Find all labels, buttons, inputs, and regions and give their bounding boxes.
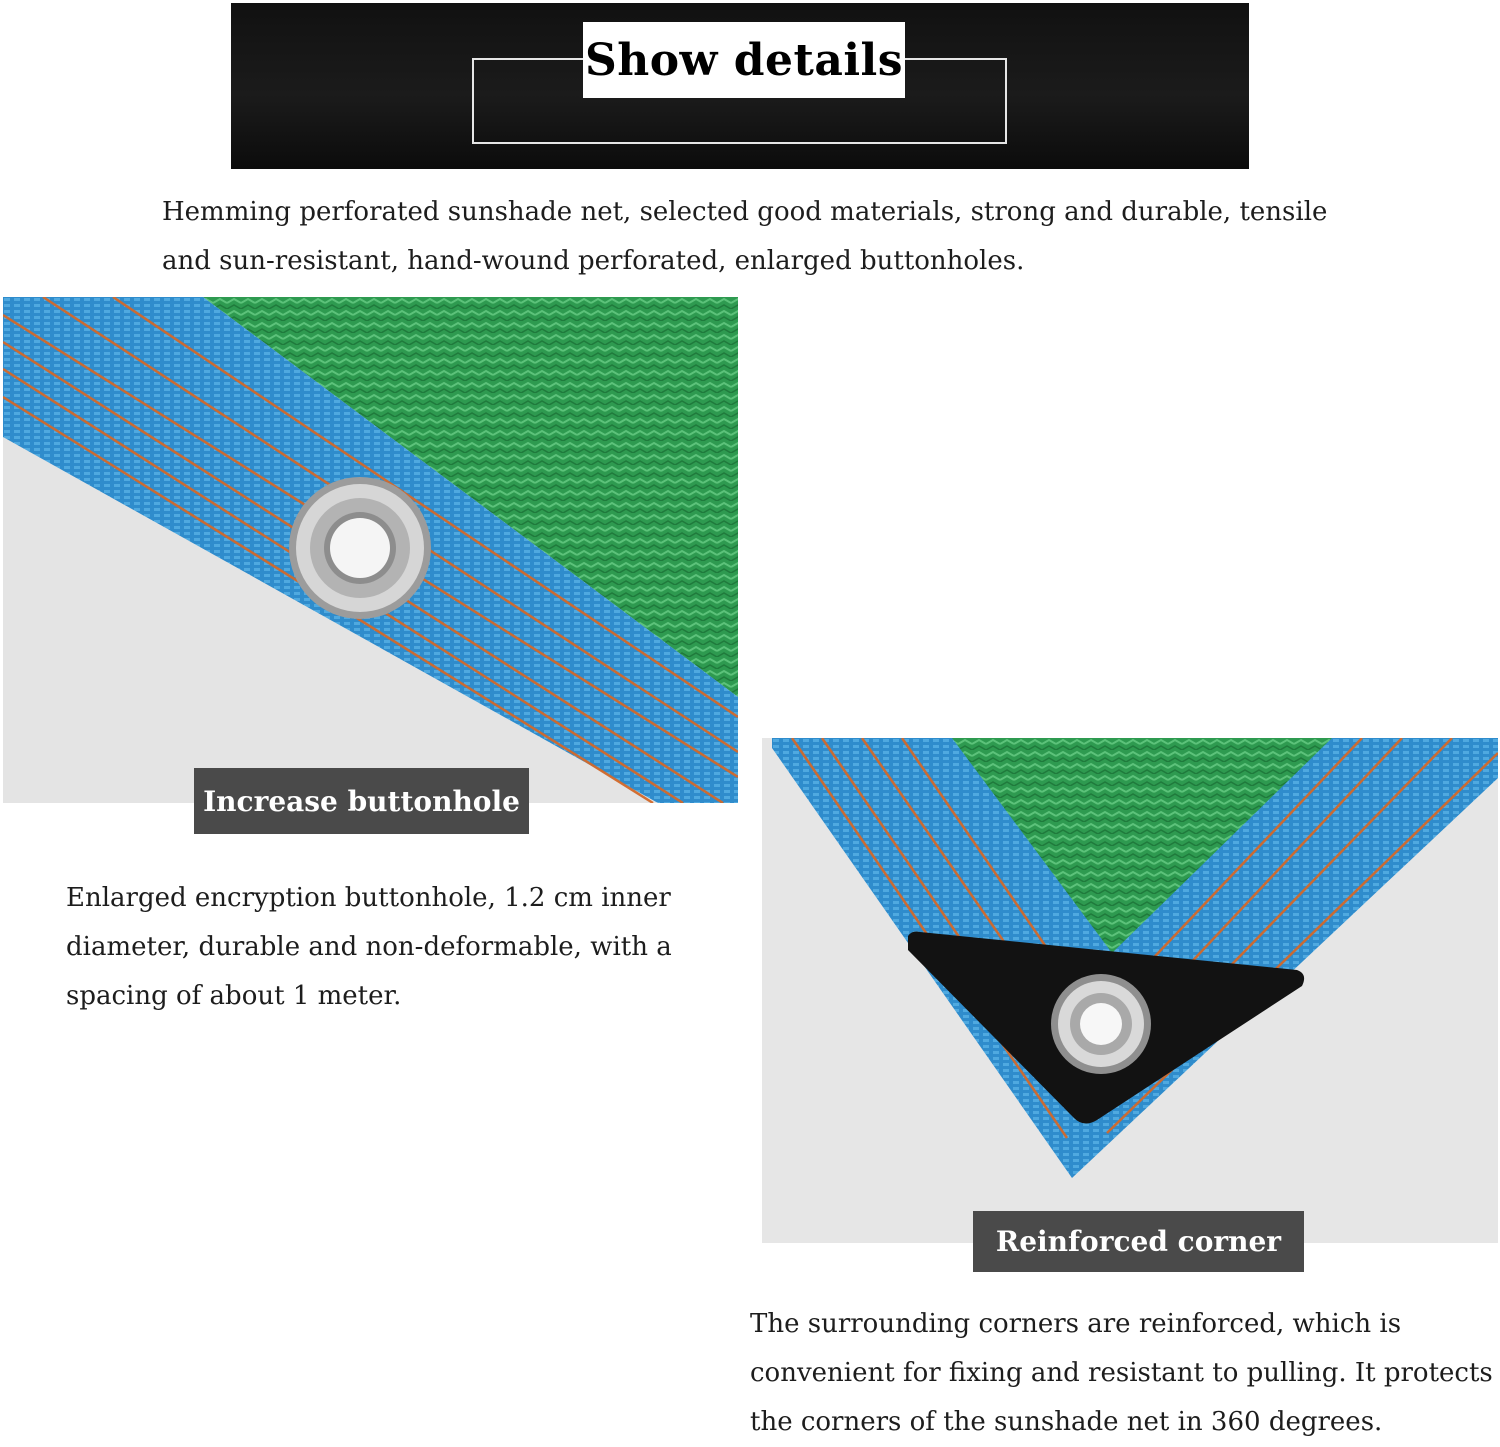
corner-description: The surrounding corners are reinforced, which is convenient for fixing and resistant to pulling. It protects the corners of the sunshade net in 360 degrees. — [750, 1309, 1493, 1437]
buttonhole-description: Enlarged encryption buttonhole, 1.2 cm inner diameter, durable and non-deformable, with a spacing of about 1 meter. — [66, 883, 672, 1011]
reinforced-corner-photo — [762, 738, 1498, 1243]
banner-title: Show details — [584, 34, 904, 86]
reinforced-corner-label: Reinforced corner — [973, 1211, 1304, 1272]
buttonhole-photo — [3, 297, 738, 803]
banner-title-box — [583, 22, 905, 98]
increase-buttonhole-label: Increase buttonhole — [194, 768, 529, 834]
section-banner — [231, 3, 1249, 169]
intro-text: Hemming perforated sunshade net, selected good materials, strong and durable, tensile and sun-resistant, hand-wound perforated, enlarged buttonholes. — [162, 197, 1328, 276]
